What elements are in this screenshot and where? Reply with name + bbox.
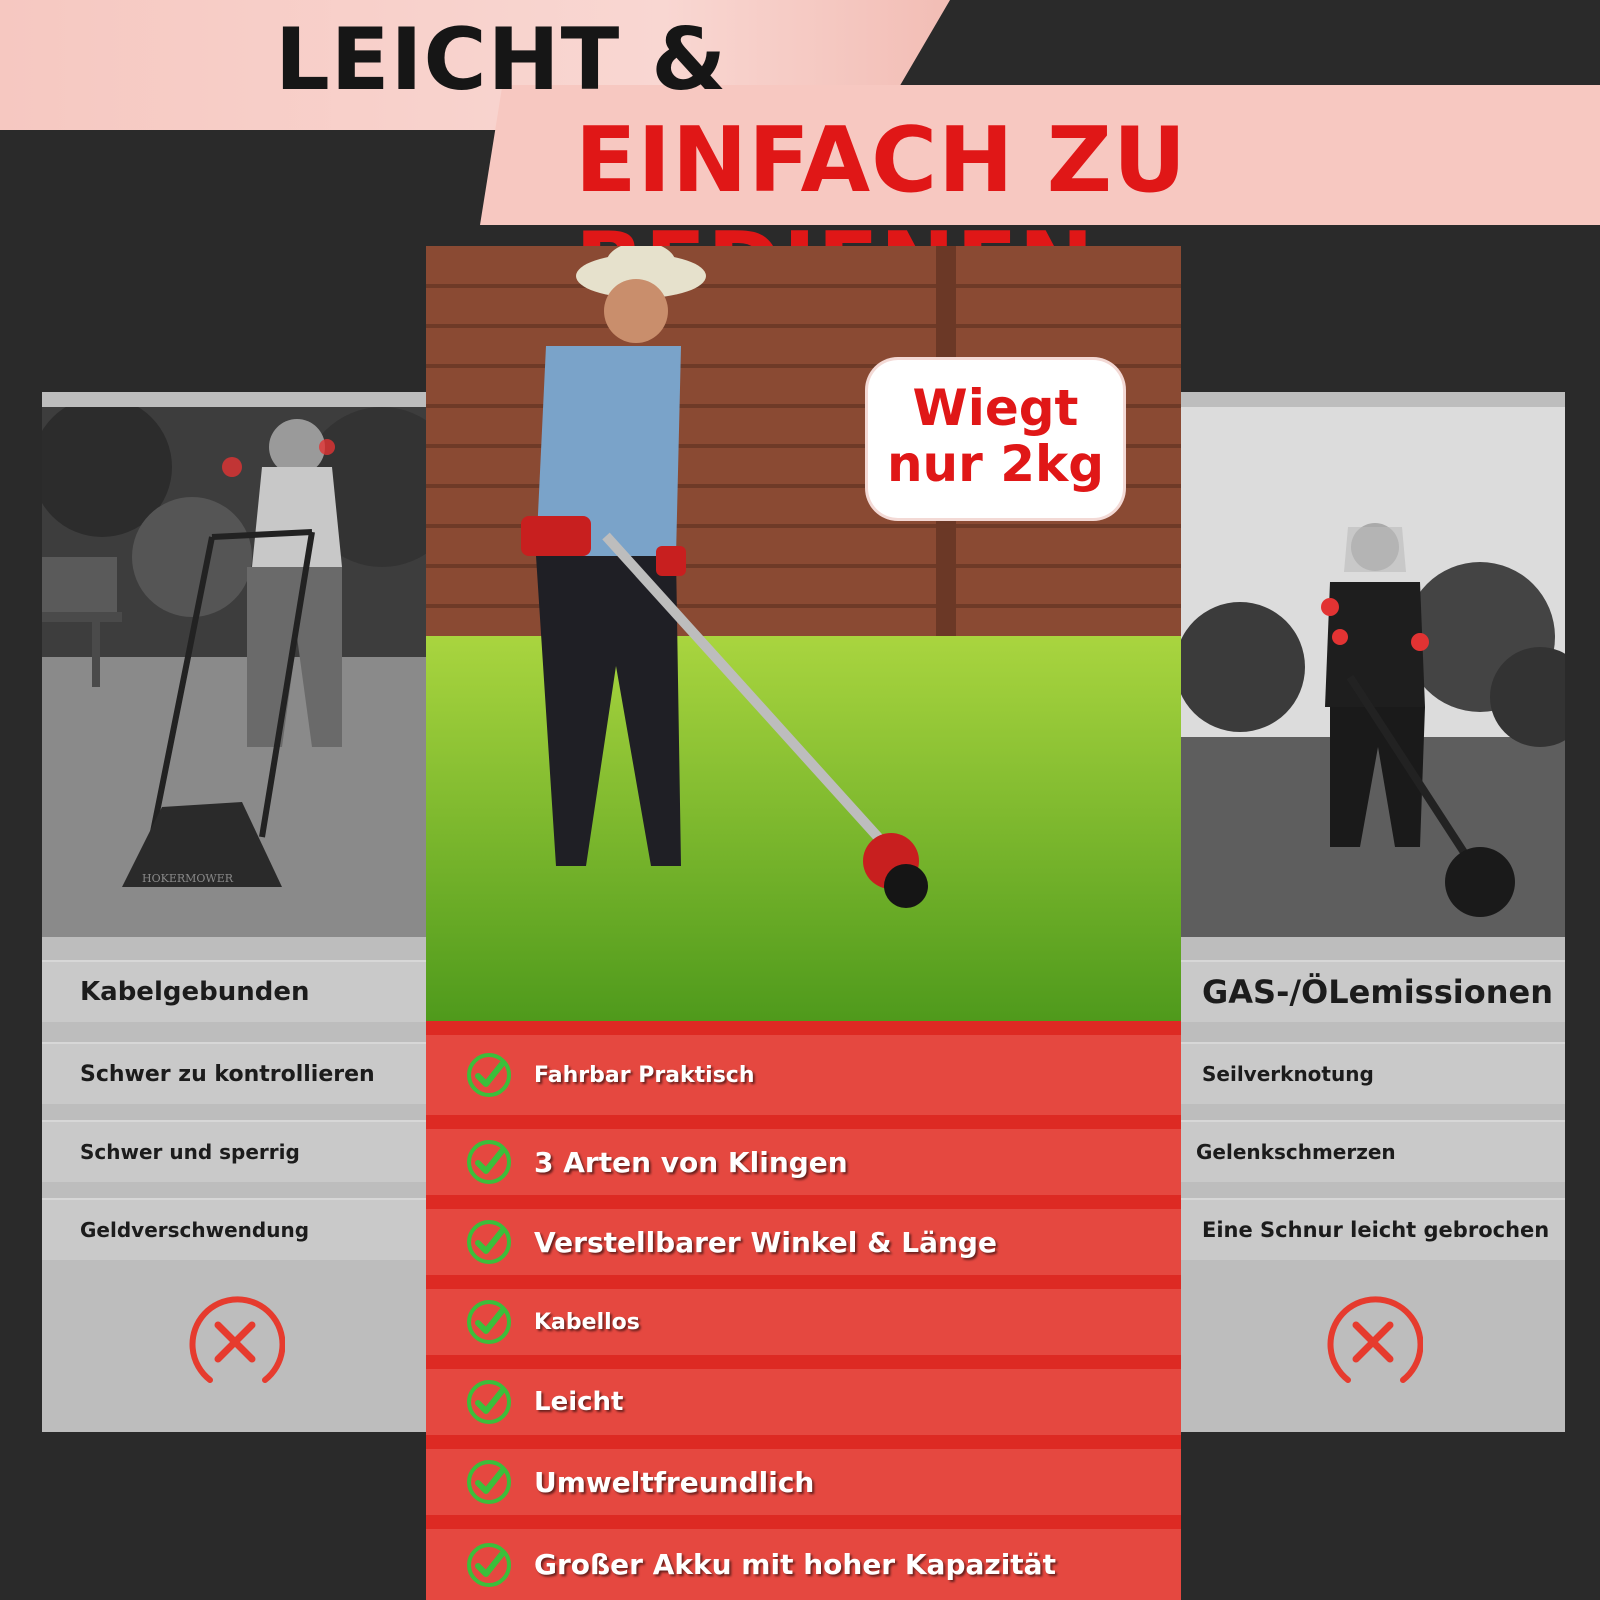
right-row-3: [1180, 1120, 1565, 1182]
check-circle-icon: [466, 1459, 512, 1505]
check-circle-icon: [466, 1542, 512, 1588]
right-row-2: [1180, 1042, 1565, 1104]
left-row-1: [42, 960, 427, 1022]
feature-label-6: Umweltfreundlich: [534, 1465, 815, 1499]
right-row-4-label: Eine Schnur leicht gebrochen: [1202, 1218, 1550, 1242]
feature-label-5: Leicht: [534, 1387, 624, 1417]
feature-row-3: [426, 1195, 1181, 1275]
cross-circle-icon: [185, 1292, 285, 1392]
left-row-2-label: Schwer zu kontrollieren: [80, 1061, 375, 1087]
weight-badge: [868, 360, 1123, 518]
left-row-3-label: Schwer und sperrig: [80, 1140, 300, 1164]
feature-label-1: Fahrbar Praktisch: [534, 1062, 755, 1088]
left-row-2: [42, 1042, 427, 1104]
left-row-4-label: Geldverschwendung: [80, 1218, 310, 1242]
right-row-3-label: Gelenkschmerzen: [1196, 1140, 1396, 1164]
feature-row-2: [426, 1115, 1181, 1195]
headline-line1: LEICHT &: [275, 10, 728, 110]
weight-badge-line2: nur 2kg: [886, 435, 1105, 493]
corded-mower-photo: [42, 407, 427, 937]
left-row-4: [42, 1198, 427, 1260]
gas-trimmer-photo: [1180, 407, 1565, 937]
check-circle-icon: [466, 1299, 512, 1345]
check-circle-icon: [466, 1219, 512, 1265]
cross-circle-icon: [1323, 1292, 1423, 1392]
left-row-3: [42, 1120, 427, 1182]
check-circle-icon: [466, 1052, 512, 1098]
feature-row-6: [426, 1435, 1181, 1515]
feature-row-7: [426, 1515, 1181, 1600]
feature-label-3: Verstellbarer Winkel & Länge: [534, 1225, 997, 1259]
right-comparison-panel: [1180, 392, 1565, 1432]
feature-label-2: 3 Arten von Klingen: [534, 1145, 848, 1179]
left-comparison-panel: [42, 392, 427, 1432]
right-row-2-label: Seilverknotung: [1202, 1062, 1374, 1086]
headline-line2: EINFACH ZU: [575, 108, 1188, 213]
feature-row-5: [426, 1355, 1181, 1435]
right-row-4: [1180, 1198, 1565, 1260]
mower-brand-text: HOKERMOWER: [142, 872, 234, 885]
check-circle-icon: [466, 1379, 512, 1425]
feature-label-4: Kabellos: [534, 1309, 640, 1335]
right-row-1-label: GAS-/ÖLemissionen: [1202, 973, 1553, 1011]
feature-label-7: Großer Akku mit hoher Kapazität: [534, 1548, 1056, 1581]
weight-badge-line1: Wiegt: [912, 379, 1079, 437]
feature-row-4: [426, 1275, 1181, 1355]
check-circle-icon: [466, 1139, 512, 1185]
feature-row-1: [426, 1021, 1181, 1115]
right-row-1: [1180, 960, 1565, 1022]
left-row-1-label: Kabelgebunden: [80, 977, 310, 1007]
